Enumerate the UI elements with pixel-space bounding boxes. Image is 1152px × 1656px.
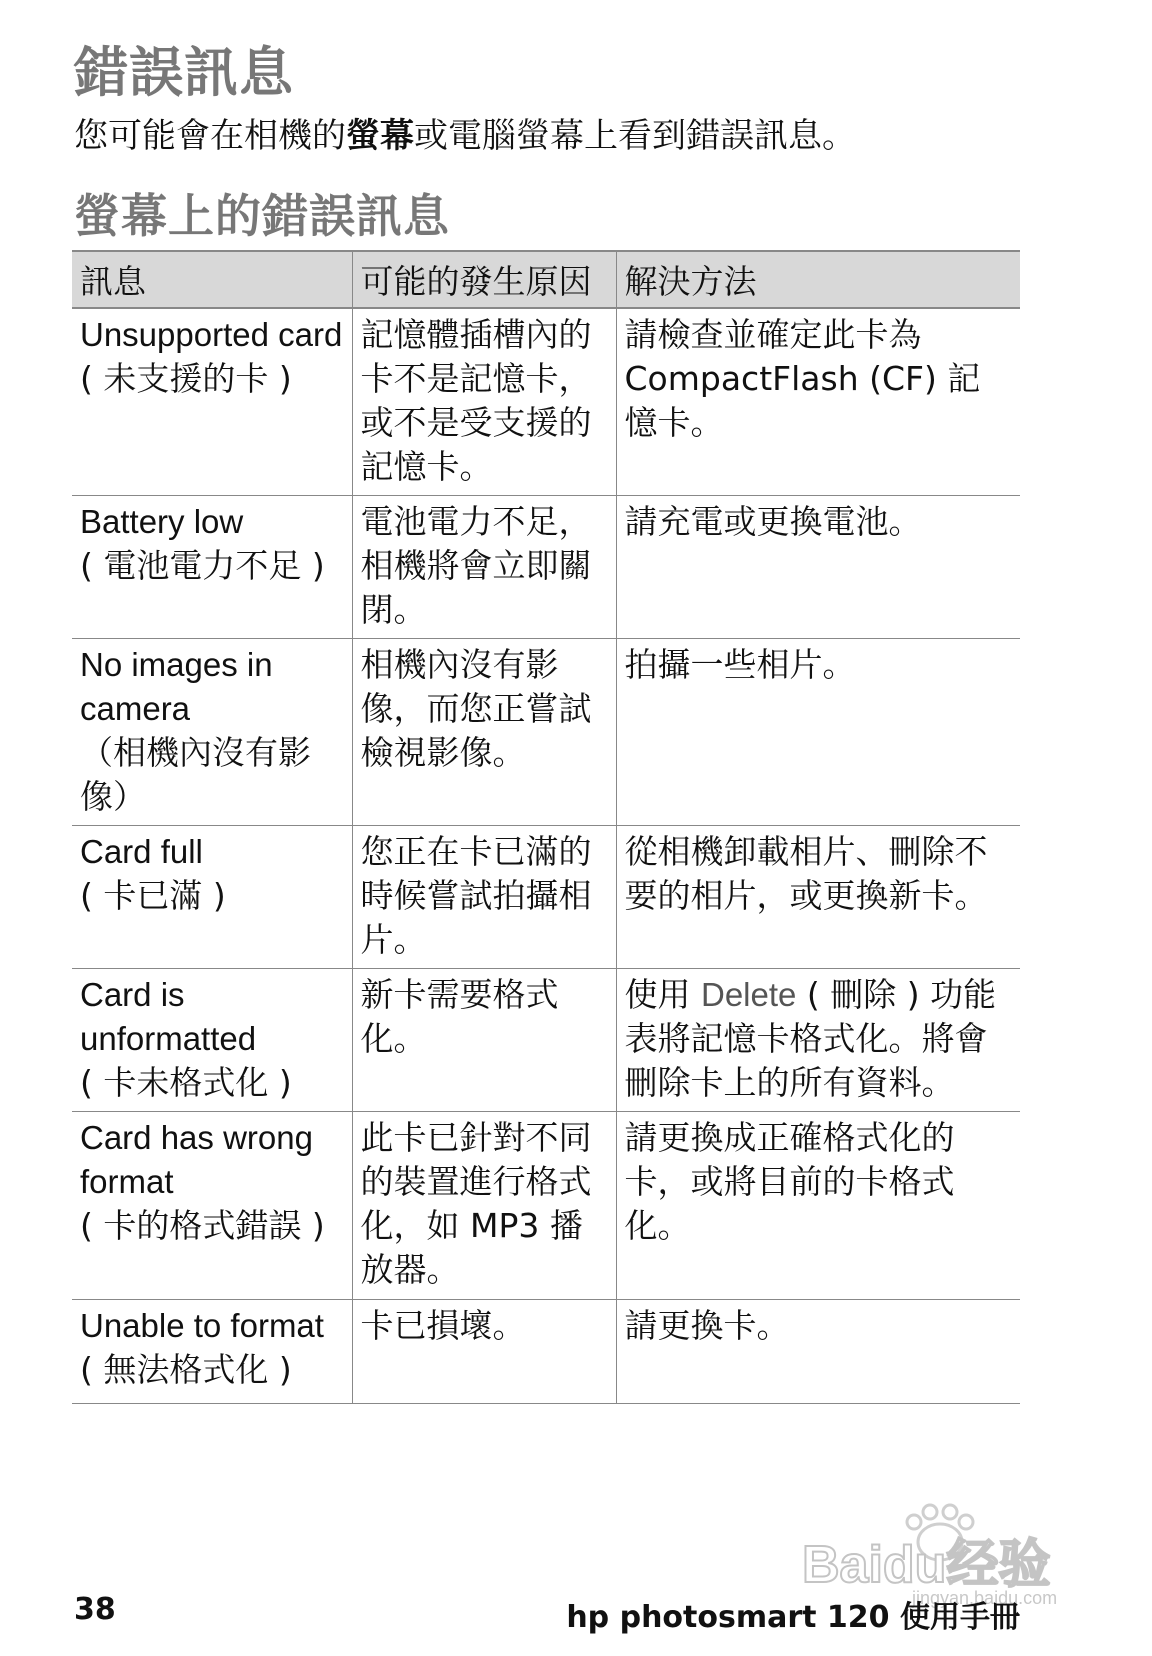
solution-cell: 從相機卸載相片、刪除不要的相片，或更換新卡。	[616, 826, 1020, 969]
table-row	[72, 308, 1020, 496]
intro-text	[74, 108, 856, 157]
cause-cell: 卡已損壞。	[352, 1300, 616, 1404]
message-zh: ( 卡的格式錯誤 )	[80, 1206, 325, 1245]
solution-text: ( 刪除 ) 功能表將記憶卡格式化。將會刪除卡上的所有資料。	[624, 975, 997, 1102]
page-number: 38	[74, 1592, 116, 1627]
cause-cell: 您正在卡已滿的時候嘗試拍攝相片。	[352, 826, 616, 969]
cause-cell: 電池電力不足，相機將會立即關閉。	[352, 496, 616, 639]
message-zh: ( 卡未格式化 )	[80, 1063, 292, 1102]
table-row	[72, 969, 1020, 1112]
delete-keyword: Delete	[701, 976, 797, 1013]
message-zh: ( 未支援的卡 )	[80, 359, 292, 398]
section-title: 螢幕上的錯誤訊息	[74, 189, 450, 243]
intro-text-part: 您可能會在相機的	[74, 116, 346, 156]
message-cell	[72, 826, 352, 969]
message-en: Unsupported card	[80, 316, 343, 353]
solution-cell: 請充電或更換電池。	[616, 496, 1020, 639]
watermark-url: jingyan.baidu.com	[912, 1588, 1058, 1608]
message-cell	[72, 496, 352, 639]
table-row	[72, 639, 1020, 826]
watermark-text: Baidu经验	[802, 1536, 1051, 1594]
header-cause: 可能的發生原因	[352, 251, 616, 308]
message-zh: ( 卡已滿 )	[80, 876, 226, 915]
cause-cell: 此卡已針對不同的裝置進行格式化，如 MP3 播放器。	[352, 1112, 616, 1300]
message-cell	[72, 308, 352, 496]
error-messages-table	[72, 250, 1020, 1404]
table-row	[72, 1112, 1020, 1300]
solution-cell: 請更換卡。	[616, 1300, 1020, 1404]
message-en: No images in camera	[80, 646, 273, 727]
solution-cell: 請更換成正確格式化的卡，或將目前的卡格式化。	[616, 1112, 1020, 1300]
message-en: Battery low	[80, 503, 244, 540]
solution-text: 使用	[624, 975, 701, 1014]
table-row	[72, 1300, 1020, 1404]
intro-highlight: 螢幕	[346, 116, 414, 156]
footer-title: hp photosmart 120 使用手冊	[566, 1600, 1020, 1635]
header-solution: 解決方法	[616, 251, 1020, 308]
message-en: Card full	[80, 833, 203, 870]
message-cell	[72, 1112, 352, 1300]
message-zh: （相機內沒有影像）	[80, 733, 311, 816]
cause-cell: 相機內沒有影像，而您正嘗試檢視影像。	[352, 639, 616, 826]
message-en: Card is unformatted	[80, 976, 257, 1057]
solution-cell: 請檢查並確定此卡為 CompactFlash (CF) 記憶卡。	[616, 308, 1020, 496]
table-row	[72, 826, 1020, 969]
message-cell	[72, 1300, 352, 1404]
message-en: Unable to format	[80, 1307, 324, 1344]
cause-cell: 記憶體插槽內的卡不是記憶卡，或不是受支援的記憶卡。	[352, 308, 616, 496]
message-zh: ( 電池電力不足 )	[80, 546, 325, 585]
message-zh: ( 無法格式化 )	[80, 1350, 292, 1389]
header-message: 訊息	[72, 251, 352, 308]
message-cell	[72, 969, 352, 1112]
message-en: Card has wrong format	[80, 1119, 313, 1200]
table-header-row	[72, 251, 1020, 308]
solution-cell	[616, 969, 1020, 1112]
page-title: 錯誤訊息	[74, 41, 294, 104]
cause-cell: 新卡需要格式化。	[352, 969, 616, 1112]
message-cell	[72, 639, 352, 826]
table-row	[72, 496, 1020, 639]
intro-text-part: 或電腦螢幕上看到錯誤訊息。	[414, 116, 856, 156]
solution-cell: 拍攝一些相片。	[616, 639, 1020, 826]
